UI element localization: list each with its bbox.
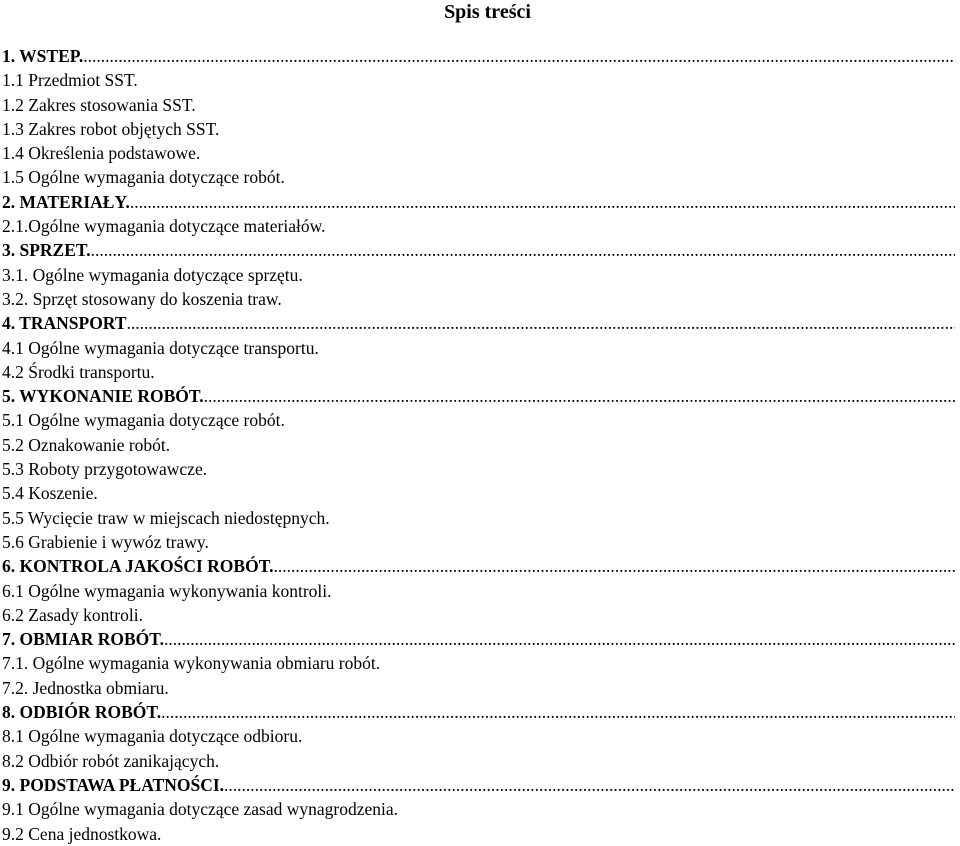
toc-dot-leader [204,384,955,408]
toc-section-heading[interactable] [2,384,955,408]
toc-subsection-item[interactable] [2,724,955,748]
toc-entry-label: 1.5 Ogólne wymagania dotyczące robót. [2,167,285,188]
toc-entry-label: 1.1 Przedmiot SST. [2,70,138,91]
toc-subsection-item[interactable] [2,481,955,505]
toc-subsection-item[interactable] [2,506,955,530]
toc-subsection-item[interactable] [2,93,955,117]
page-title: Spis treści [444,1,531,23]
toc-entry-label: 2. MATERIAŁY. [2,191,130,212]
toc-subsection-item[interactable] [2,287,955,311]
toc-section-heading[interactable] [2,44,955,68]
toc-entry-label: 5.3 Roboty przygotowawcze. [2,459,208,480]
toc-dot-leader [83,44,955,68]
toc-entry-label: 8.1 Ogólne wymagania dotyczące odbioru. [2,726,303,747]
toc-section-heading[interactable] [2,627,955,651]
toc-dot-leader [91,238,955,262]
toc-subsection-item[interactable] [2,651,955,675]
toc-subsection-item[interactable] [2,433,955,457]
toc-entry-label: 1.3 Zakres robot objętych SST. [2,118,220,139]
toc-section-heading[interactable] [2,311,955,335]
toc-dot-leader [224,773,955,797]
toc-dot-leader [127,311,956,335]
toc-entry-label: 9. PODSTAWA PŁATNOŚCI. [2,774,225,795]
toc-subsection-item[interactable] [2,214,955,238]
toc-section-heading[interactable] [2,190,955,214]
toc-subsection-item[interactable] [2,749,955,773]
toc-entry-label: 1.2 Zakres stosowania SST. [2,94,196,115]
toc-subsection-item[interactable] [2,360,955,384]
toc-entry-label: 2.1.Ogólne wymagania dotyczące materiałów. [2,216,326,237]
toc-entry-label: 5.4 Koszenie. [2,483,98,504]
toc-subsection-item[interactable] [2,117,955,141]
toc-entry-label: 4.1 Ogólne wymagania dotyczące transportu. [2,337,319,358]
toc-subsection-item[interactable] [2,797,955,821]
toc-subsection-item[interactable] [2,603,955,627]
toc-entry-label: 5.1 Ogólne wymagania dotyczące robót. [2,410,285,431]
toc-entry-label: 7.2. Jednostka obmiaru. [2,677,169,698]
toc-entry-label: 3.2. Sprzęt stosowany do koszenia traw. [2,288,282,309]
toc-entry-label: 9.2 Cena jednostkowa. [2,823,162,844]
toc-subsection-item[interactable] [2,165,955,189]
toc-section-heading[interactable] [2,238,955,262]
toc-entry-label: 1. WSTEP. [2,46,84,66]
toc-subsection-item[interactable] [2,822,955,846]
toc-entry-label: 3. SPRZET. [2,240,91,261]
toc-entry-label: 6.1 Ogólne wymagania wykonywania kontroli. [2,580,332,601]
toc-entry-label: 5.6 Grabienie i wywóz trawy. [2,531,209,552]
toc-subsection-item[interactable] [2,263,955,287]
toc-entry-label: 6. KONTROLA JAKOŚCI ROBÓT. [2,556,274,577]
toc-section-heading[interactable] [2,554,955,578]
toc-dot-leader [164,627,955,651]
toc-entry-label: 5.5 Wycięcie traw w miejscach niedostępnych. [2,507,330,528]
table-of-contents [2,44,955,846]
toc-subsection-item[interactable] [2,676,955,700]
toc-subsection-item[interactable] [2,68,955,92]
toc-entry-label: 4.2 Środki transportu. [2,361,155,382]
toc-dot-leader [161,700,955,724]
toc-entry-label: 5.2 Oznakowanie robót. [2,434,171,455]
toc-entry-label: 8. ODBIÓR ROBÓT. [2,702,162,723]
toc-subsection-item[interactable] [2,530,955,554]
toc-entry-label: 9.1 Ogólne wymagania dotyczące zasad wynagrodzenia. [2,799,399,820]
toc-entry-label: 7. OBMIAR ROBÓT. [2,629,165,650]
toc-entry-label: 6.2 Zasady kontroli. [2,604,143,625]
toc-entry-label: 7.1. Ogólne wymagania wykonywania obmiaru robót. [2,653,381,674]
toc-section-heading[interactable] [2,773,955,797]
toc-subsection-item[interactable] [2,141,955,165]
toc-entry-label: 5. WYKONANIE ROBÓT. [2,386,204,407]
toc-dot-leader [130,190,955,214]
toc-entry-label: 1.4 Określenia podstawowe. [2,143,201,164]
toc-entry-label: 4. TRANSPORT [2,313,127,334]
toc-section-heading[interactable] [2,700,955,724]
toc-subsection-item[interactable] [2,579,955,603]
toc-subsection-item[interactable] [2,457,955,481]
toc-entry-label: 8.2 Odbiór robót zanikających. [2,750,220,771]
toc-dot-leader [273,554,955,578]
toc-subsection-item[interactable] [2,408,955,432]
toc-subsection-item[interactable] [2,336,955,360]
toc-entry-label: 3.1. Ogólne wymagania dotyczące sprzętu. [2,264,303,285]
